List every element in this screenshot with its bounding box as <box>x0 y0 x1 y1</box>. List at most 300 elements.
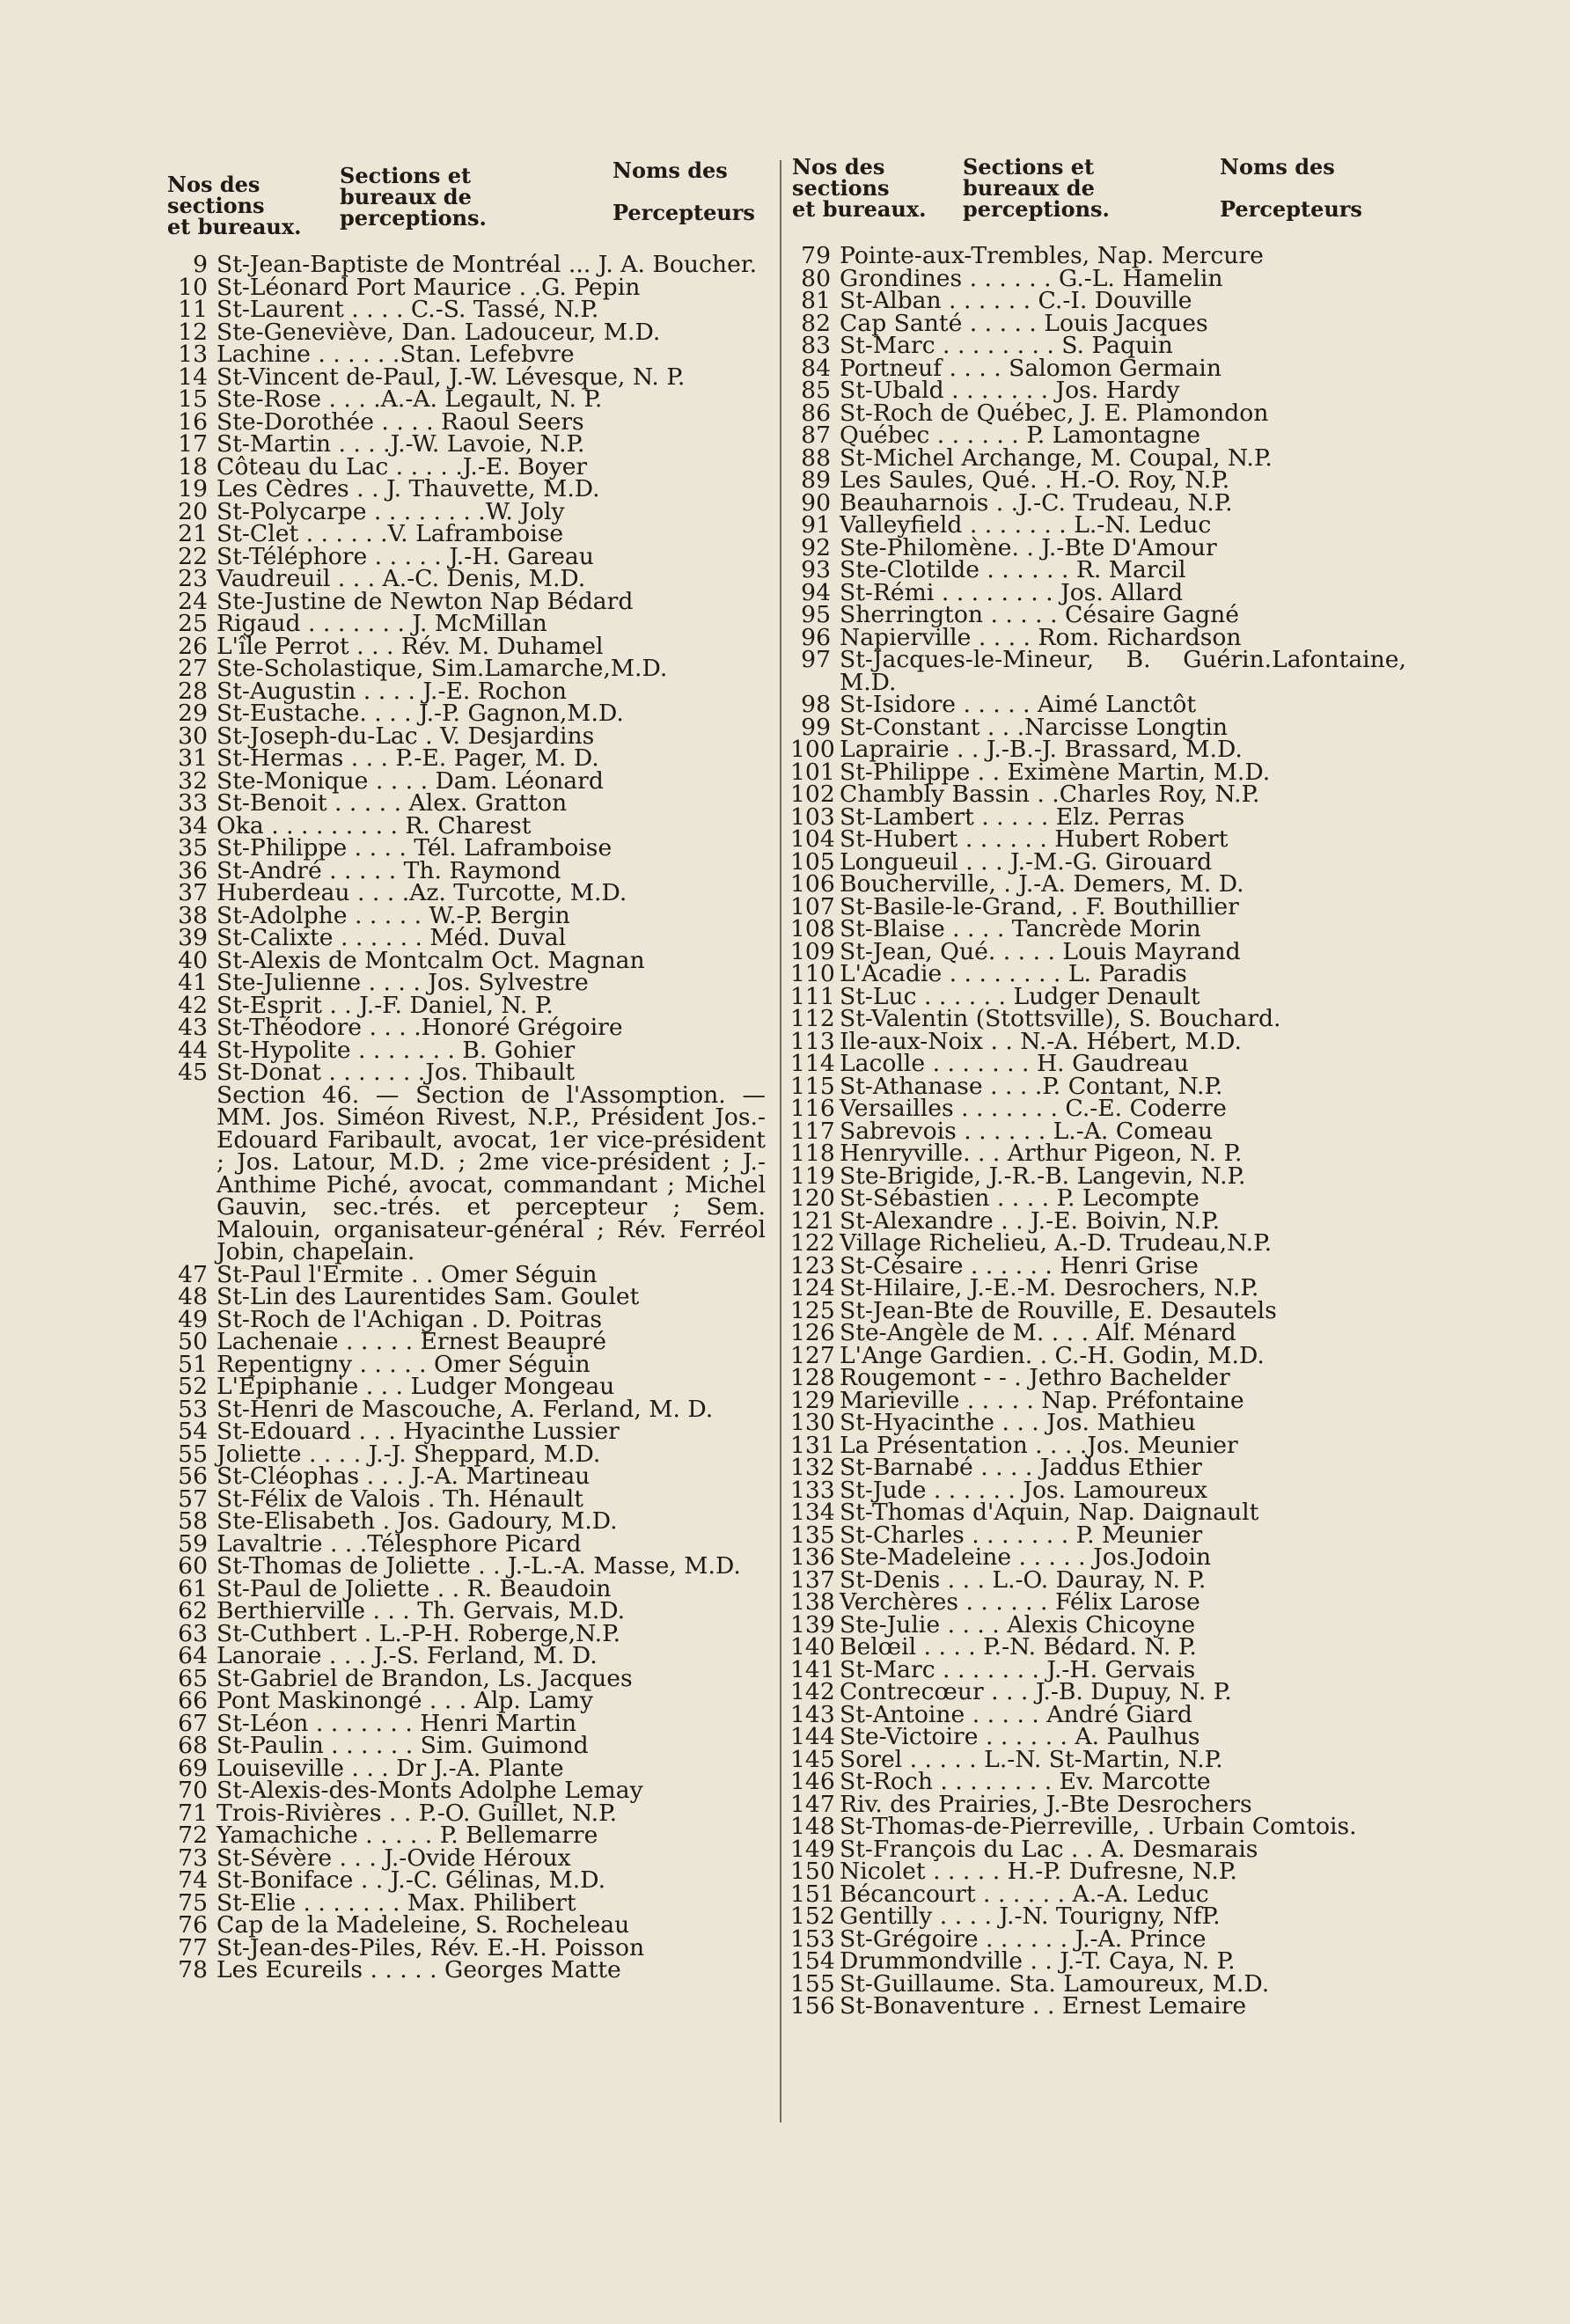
section-entry-text: St-Polycarpe . . . . . . . .W. Joly <box>216 497 565 525</box>
section-number: 110 <box>790 960 835 987</box>
header-sections-bureaux <box>963 154 1110 222</box>
section-entry-text: Contrecœur . . . J.-B. Dupuy, N. P. <box>840 1678 1232 1705</box>
list-item <box>167 1061 766 1084</box>
list-item <box>790 424 1406 447</box>
section-entry-text: St-Henri de Mascouche, A. Ferland, M. D. <box>216 1395 714 1423</box>
section-entry-text: St-Thomas d'Aquin, Nap. Daignault <box>840 1499 1259 1526</box>
list-item <box>790 1142 1406 1165</box>
list-item <box>790 870 1406 898</box>
section-number: 11 <box>178 296 208 323</box>
section-entry-text: Ste-Victoire . . . . . . A. Paulhus <box>840 1723 1200 1750</box>
section-number: 16 <box>178 407 208 436</box>
section-entry-text: Henryville. . . Arthur Pigeon, N. P. <box>840 1140 1243 1167</box>
list-item <box>167 744 766 772</box>
header-line: et bureaux. <box>167 214 302 239</box>
section-entry-text: L'île Perrot . . . Rév. M. Duhamel <box>216 632 604 660</box>
section-entry-text: Trois-Rivières . . P.-O. Guillet, N.P. <box>216 1799 618 1827</box>
section-number: 54 <box>178 1418 208 1445</box>
section-number: 102 <box>790 781 835 808</box>
section-entry-text: St-Elie . . . . . . . Max. Philibert <box>216 1888 576 1917</box>
section-number: 98 <box>801 691 831 718</box>
list-item <box>790 1588 1406 1616</box>
list-item <box>790 334 1406 357</box>
section-entry-text: St-Jean-Baptiste de Montréal ... J. A. Boucher. <box>216 251 758 278</box>
section-entry-text: St-Luc . . . . . . Ludger Denault <box>840 982 1200 1010</box>
section-number: 76 <box>178 1911 208 1939</box>
section-entry-text: St-Benoit . . . . . Alex. Gratton <box>216 789 568 817</box>
section-entry-text: St-Lambert . . . . . Elz. Perras <box>840 803 1185 831</box>
section-46-paragraph: Section 46. — Section de l'Assomption. —MM. Jos. Siméon Rivest, N.P., Président Jos.-Edouard Faribault, avocat, 1er vice-président ; Jos. Latour, M.D. ; 2me vice-président ; J.-Anthime Piché, avocat, commandant ; Michel Gauvin, sec.-trés. et percepteur ; Sem. Malouin, organisateur-général ; Rév. Ferréol Jobin, chapelain. <box>216 1081 766 1265</box>
section-number: 12 <box>178 318 208 346</box>
section-entry-text: Ste-Julienne . . . . Jos. Sylvestre <box>216 969 589 996</box>
section-entry-text: St-Alban . . . . . . C.-I. Douville <box>840 287 1192 314</box>
section-number: 101 <box>790 758 835 786</box>
section-entry-text: St-Thomas-de-Pierreville, . Urbain Comtois. <box>840 1813 1357 1840</box>
section-entry-text: Lachenaie . . . . . Ernest Beaupré <box>216 1328 607 1355</box>
header-line: Sections et <box>340 163 472 188</box>
section-entry-text: Lachine . . . . . .Stan. Lefebvre <box>216 341 575 368</box>
section-entry-text: St-Hermas . . . P.-E. Pager, M. D. <box>216 744 599 772</box>
section-number: 79 <box>801 242 831 269</box>
section-number: 86 <box>801 399 831 427</box>
section-entry-text: St-Hypolite . . . . . . . B. Gohier <box>216 1036 576 1064</box>
section-number: 148 <box>790 1813 835 1840</box>
section-entry-text: Village Richelieu, A.-D. Trudeau,N.P. <box>840 1229 1273 1257</box>
list-item <box>790 511 1406 539</box>
header-line: Percepteurs <box>613 200 755 225</box>
section-entry-text: Riv. des Prairies, J.-Bte Desrochers <box>840 1790 1252 1818</box>
section-number: 138 <box>790 1588 835 1616</box>
section-number: 87 <box>801 422 831 449</box>
section-number: 78 <box>178 1956 208 1983</box>
section-number: 112 <box>790 1005 835 1032</box>
section-entry-text: St-Constant . . .Narcisse Longtin <box>840 713 1228 741</box>
section-entry-text: St-Théodore . . . .Honoré Grégoire <box>216 1014 623 1041</box>
section-entry-text: St-Rémi . . . . . . . . Jos. Allard <box>840 578 1184 606</box>
section-entry-text: St-Joseph-du-Lac . V. Desjardins <box>216 722 595 750</box>
section-entry-text: St-Lin des Laurentides Sam. Goulet <box>216 1283 640 1310</box>
section-number: 109 <box>790 937 835 965</box>
section-number: 129 <box>790 1386 835 1414</box>
section-entry-text: Versailles . . . . . . . C.-E. Coderre <box>840 1095 1227 1122</box>
list-item <box>790 1274 1406 1301</box>
section-number: 139 <box>790 1610 835 1639</box>
list-item <box>167 789 766 817</box>
section-entry-text: Bécancourt . . . . . . A.-A. Leduc <box>840 1880 1209 1908</box>
section-entry-text: Les Cèdres . . J. Thauvette, M.D. <box>216 475 600 502</box>
left-entries <box>167 253 766 1982</box>
section-number: 45 <box>178 1059 208 1086</box>
list-item <box>790 1052 1406 1075</box>
list-item <box>167 565 766 592</box>
list-item <box>167 1956 766 1983</box>
section-number: 126 <box>790 1319 835 1346</box>
section-number: 15 <box>178 385 208 413</box>
section-entry-text: St-Roch de l'Achigan . D. Poitras <box>216 1305 603 1333</box>
section-entry-text: St-Gabriel de Brandon, Ls. Jacques <box>216 1664 633 1692</box>
section-number: 152 <box>790 1902 835 1930</box>
section-number: 34 <box>178 811 208 839</box>
section-number: 116 <box>790 1095 835 1122</box>
section-entry-text: St-Jean-des-Piles, Rév. E.-H. Poisson <box>216 1933 645 1961</box>
section-number: 151 <box>790 1880 835 1908</box>
section-entry-text: St-Téléphore . . . . . J.-H. Gareau <box>216 542 594 570</box>
section-number: 80 <box>801 264 831 292</box>
section-entry-text: St-Jean-Bte de Rouville, E. Desautels <box>840 1296 1277 1324</box>
section-number: 137 <box>790 1565 835 1594</box>
list-item <box>790 287 1406 314</box>
section-entry-text: Repentigny . . . . . Omer Séguin <box>216 1350 591 1378</box>
section-entry-text: Sorel . . . . . L.-N. St-Martin, N.P. <box>840 1745 1223 1773</box>
section-entry-text: St-Philippe . . . . Tél. Laframboise <box>216 834 613 861</box>
section-number: 21 <box>178 520 208 547</box>
section-entry-text: Belœil . . . . P.-N. Bédard. N. P. <box>840 1633 1197 1661</box>
header-percepteurs <box>1220 154 1362 222</box>
section-number: 119 <box>790 1162 835 1190</box>
section-number: 39 <box>178 924 208 951</box>
list-item <box>167 612 766 635</box>
section-entry-text: St-Calixte . . . . . . Méd. Duval <box>216 924 567 951</box>
section-number: 68 <box>178 1732 208 1759</box>
section-entry-text: St-Alexis de Montcalm Oct. Magnan <box>216 946 645 974</box>
list-item <box>790 466 1406 494</box>
section-number: 127 <box>790 1341 835 1369</box>
header-line: Noms des <box>613 158 728 183</box>
section-entry-text: St-Césaire . . . . . . Henri Grise <box>840 1251 1199 1279</box>
header-line: Nos des <box>792 154 885 180</box>
list-item <box>167 1779 766 1802</box>
list-item <box>790 1364 1406 1391</box>
list-item <box>790 738 1406 761</box>
section-number: 27 <box>178 655 208 682</box>
section-number: 117 <box>790 1117 835 1145</box>
section-number: 150 <box>790 1858 835 1885</box>
section-number: 24 <box>178 587 208 615</box>
list-item <box>790 1005 1406 1032</box>
section-entry-text: Rougemont - - . Jethro Bachelder <box>840 1364 1230 1391</box>
list-item <box>790 693 1406 716</box>
section-number: 43 <box>178 1014 208 1041</box>
list-item <box>167 834 766 861</box>
section-entry-text: St-Léonard Port Maurice . .G. Pepin <box>216 273 641 301</box>
section-number: 63 <box>178 1619 208 1647</box>
list-item <box>790 1860 1406 1883</box>
section-entry-text: St-Laurent . . . . C.-S. Tassé, N.P. <box>216 296 599 323</box>
section-number: 144 <box>790 1723 835 1750</box>
section-number: 147 <box>790 1790 835 1818</box>
section-number: 85 <box>801 377 831 404</box>
list-item <box>790 242 1406 269</box>
section-number: 82 <box>801 309 831 337</box>
section-entry-text: Les Saules, Qué. . H.-O. Roy, N.P. <box>840 466 1230 494</box>
right-column-header <box>790 154 1406 245</box>
section-entry-text: Ste-Dorothée . . . . Raoul Seers <box>216 407 584 436</box>
section-entry-text: St-Esprit . . J.-F. Daniel, N. P. <box>216 991 554 1019</box>
section-number: 91 <box>801 511 831 539</box>
section-entry-text: Ste-Clotilde . . . . . . R. Marcil <box>840 556 1186 583</box>
list-item <box>167 879 766 906</box>
section-number: 89 <box>801 466 831 494</box>
section-entry-text: Boucherville, . J.-A. Demers, M. D. <box>840 870 1244 898</box>
section-entry-text: Louiseville . . . Dr J.-A. Plante <box>216 1754 564 1782</box>
list-item <box>790 915 1406 942</box>
section-number: 44 <box>178 1036 208 1064</box>
section-entry-text: Cap Santé . . . . . Louis Jacques <box>840 309 1208 337</box>
section-entry-text: Nicolet . . . . . H.-P. Dufresne, N.P. <box>840 1858 1237 1885</box>
section-entry-text: L'Acadie . . . . . . . . L. Paradis <box>840 960 1187 987</box>
section-entry-text: Ste-Angèle de M. . . . Alf. Ménard <box>840 1319 1236 1346</box>
header-percepteurs <box>613 160 755 224</box>
section-number: 31 <box>178 744 208 772</box>
list-item <box>167 1283 766 1310</box>
list-item <box>790 960 1406 987</box>
list-item <box>167 1420 766 1443</box>
section-number: 58 <box>178 1507 208 1535</box>
section-number: 96 <box>801 623 831 651</box>
section-number: 115 <box>790 1072 835 1100</box>
section-entry-text: St-Denis . . . L.-O. Dauray, N. P. <box>840 1565 1207 1594</box>
section-entry-text: St-Antoine . . . . . André Giard <box>840 1700 1192 1728</box>
section-entry-text: St-Blaise . . . . Tancrède Morin <box>840 915 1201 942</box>
section-entry-text: Chambly Bassin . .Charles Roy, N.P. <box>840 781 1260 808</box>
section-entry-text: Berthierville . . . Th. Gervais, M.D. <box>216 1597 626 1624</box>
section-entry-text: Marieville . . . . . Nap. Préfontaine <box>840 1386 1244 1414</box>
section-number: 70 <box>178 1777 208 1804</box>
section-number: 136 <box>790 1543 835 1571</box>
section-entry-text: St-Félix de Valois . Th. Hénault <box>216 1485 583 1513</box>
section-entry-text: L'Ange Gardien. . C.-H. Godin, M.D. <box>840 1341 1265 1369</box>
section-number: 84 <box>801 354 831 382</box>
section-number: 50 <box>178 1328 208 1355</box>
header-sections-numbers <box>792 154 927 222</box>
section-number: 22 <box>178 542 208 570</box>
list-item <box>167 971 766 994</box>
list-item <box>167 1866 766 1894</box>
section-number: 113 <box>790 1027 835 1055</box>
list-item <box>790 1633 1406 1661</box>
section-number: 38 <box>178 901 208 929</box>
section-entry-text: St-Roch de Québec, J. E. Plamondon <box>840 399 1269 427</box>
section-entry-text: St-Ubald . . . . . . . Jos. Hardy <box>840 377 1180 404</box>
section-number: 9 <box>193 251 208 278</box>
section-entry-text: Vaudreuil . . . A.-C. Denis, M.D. <box>216 565 586 592</box>
section-number: 92 <box>801 533 831 561</box>
section-number: 28 <box>178 677 208 705</box>
section-entry-text: St-Philippe . . Eximène Martin, M.D. <box>840 758 1271 786</box>
section-entry-text: Ste-Scholastique, Sim.Lamarche,M.D. <box>216 655 668 682</box>
section-entry-text: St-Vincent de-Paul, J.-W. Lévesque, N. P. <box>216 363 686 391</box>
section-number: 26 <box>178 632 208 660</box>
list-item <box>790 1947 1406 1975</box>
section-entry-text: St-Paulin . . . . . . Sim. Guimond <box>216 1732 589 1759</box>
section-entry-text: St-Léon . . . . . . . Henri Martin <box>216 1709 577 1737</box>
header-line: perceptions. <box>340 205 487 231</box>
section-entry-text: Ile-aux-Noix . . N.-A. Hébert, M.D. <box>840 1027 1242 1055</box>
section-number: 143 <box>790 1700 835 1728</box>
list-item <box>167 520 766 547</box>
section-number: 13 <box>178 341 208 368</box>
section-entry-text: Pont Maskinongé . . . Alp. Lamy <box>216 1687 594 1714</box>
section-number: 61 <box>178 1574 208 1602</box>
section-entry-text: Sabrevois . . . . . . L.-A. Comeau <box>840 1117 1214 1145</box>
list-item <box>167 343 766 366</box>
header-line: sections <box>167 193 265 218</box>
list-item <box>790 1501 1406 1524</box>
section-entry-text: St-Donat . . . . . . .Jos. Thibault <box>216 1059 576 1086</box>
section-entry-text: Yamachiche . . . . . P. Bellemarre <box>216 1822 598 1849</box>
list-item <box>790 1543 1406 1571</box>
list-item <box>790 783 1406 806</box>
list-item <box>790 1815 1406 1838</box>
section-number: 118 <box>790 1140 835 1167</box>
section-entry-text: St-Paul de Joliette . . R. Beaudoin <box>216 1574 612 1602</box>
list-item <box>167 298 766 321</box>
section-number: 106 <box>790 870 835 898</box>
section-entry-text: Ste-Monique . . . . Dam. Léonard <box>216 766 604 795</box>
section-entry-text: Longueuil . . . J.-M.-G. Girouard <box>840 847 1213 876</box>
section-number: 32 <box>178 766 208 795</box>
section-number: 47 <box>178 1260 208 1288</box>
section-number: 71 <box>178 1799 208 1827</box>
section-entry-text: Oka . . . . . . . . . R. Charest <box>216 811 532 839</box>
section-number: 94 <box>801 578 831 606</box>
section-number: 93 <box>801 556 831 583</box>
section-number: 135 <box>790 1521 835 1549</box>
header-line: Nos des <box>167 172 260 197</box>
section-entry-text: Laprairie . . J.-B.-J. Brassard, M.D. <box>840 736 1243 763</box>
section-number: 88 <box>801 444 831 472</box>
section-number: 33 <box>178 789 208 817</box>
list-item <box>167 1552 766 1580</box>
section-number: 75 <box>178 1888 208 1917</box>
section-entry-text: St-Roch . . . . . . . . Ev. Marcotte <box>840 1768 1211 1795</box>
section-number: 10 <box>178 273 208 301</box>
section-entry-text: Cap de la Madeleine, S. Rocheleau <box>216 1911 630 1939</box>
section-number: 72 <box>178 1822 208 1849</box>
list-item <box>167 657 766 680</box>
list-item <box>790 1770 1406 1793</box>
section-number: 97 <box>801 646 831 673</box>
list-item <box>167 475 766 502</box>
section-number: 114 <box>790 1050 835 1077</box>
section-entry-text: Ste-Geneviève, Dan. Ladouceur, M.D. <box>216 318 661 346</box>
section-entry-text: St-Thomas de Joliette . . J.-L.-A. Masse, M.D. <box>216 1552 741 1580</box>
section-number: 103 <box>790 803 835 831</box>
left-entries-list-b <box>167 1260 766 1983</box>
section-entry-text: St-Charles . . . . . . . P. Meunier <box>840 1521 1203 1549</box>
header-line: Sections et <box>963 154 1095 180</box>
section-number: 83 <box>801 332 831 359</box>
section-entry-text: St-Jean, Qué. . . . . Louis Mayrand <box>840 937 1241 965</box>
section-entry-text: St-Edouard . . . Hyacinthe Lussier <box>216 1418 620 1445</box>
section-number: 122 <box>790 1229 835 1257</box>
section-entry-text: St-Basile-le-Grand, . F. Bouthillier <box>840 892 1239 920</box>
section-entry-text: Beauharnois . .J.-C. Trudeau, N.P. <box>840 488 1233 517</box>
section-number: 134 <box>790 1499 835 1526</box>
section-number: 133 <box>790 1476 835 1504</box>
section-number: 23 <box>178 565 208 592</box>
section-entry-text: St-François du Lac . . A. Desmarais <box>840 1835 1258 1863</box>
section-number: 60 <box>178 1552 208 1580</box>
right-entries-list <box>790 242 1414 2020</box>
section-number: 104 <box>790 825 835 853</box>
section-entry-text: St-Alexis-des-Monts Adolphe Lemay <box>216 1777 643 1804</box>
section-number: 130 <box>790 1409 835 1436</box>
section-number: 128 <box>790 1364 835 1391</box>
list-item <box>790 556 1406 583</box>
section-number: 140 <box>790 1633 835 1661</box>
section-entry-text: Les Ecureils . . . . . Georges Matte <box>216 1956 621 1983</box>
section-number: 42 <box>178 991 208 1019</box>
section-number: 35 <box>178 834 208 861</box>
list-item <box>167 1328 766 1355</box>
section-number: 145 <box>790 1745 835 1773</box>
section-entry-text: Rigaud . . . . . . . J. McMillan <box>216 610 547 637</box>
list-item <box>167 1597 766 1624</box>
section-number: 65 <box>178 1664 208 1692</box>
section-entry-text: St-Sébastien . . . . P. Lecompte <box>840 1184 1200 1212</box>
section-number: 53 <box>178 1395 208 1423</box>
header-line: bureaux de <box>963 175 1095 201</box>
list-item <box>167 1642 766 1669</box>
section-entry-text: St-Cuthbert . L.-P-H. Roberge,N.P. <box>216 1619 621 1647</box>
section-number: 155 <box>790 1969 835 1998</box>
header-line: Noms des <box>1220 154 1335 180</box>
section-entry-text: Ste-Rose . . . .A.-A. Legault, N. P. <box>216 385 603 413</box>
section-entry-text: Ste-Brigide, J.-R.-B. Langevin, N.P. <box>840 1162 1246 1190</box>
section-entry-text: St-Marc . . . . . . . . S. Paquin <box>840 332 1173 359</box>
list-item <box>167 1911 766 1939</box>
section-entry-text: St-Alexandre . . J.-E. Boivin, N.P. <box>840 1206 1221 1235</box>
list-item <box>167 702 766 725</box>
section-number: 100 <box>790 736 835 763</box>
list-item <box>167 924 766 951</box>
header-line: bureaux de <box>340 184 472 209</box>
section-number: 142 <box>790 1678 835 1705</box>
section-number: 156 <box>790 1992 835 2020</box>
section-number: 81 <box>801 287 831 314</box>
section-entry-text: Gentilly . . . . J.-N. Tourigny, NfP. <box>840 1902 1221 1930</box>
section-number: 141 <box>790 1655 835 1683</box>
section-entry-text: St-Hilaire, J.-E.-M. Desrochers, N.P. <box>840 1274 1259 1301</box>
list-item <box>167 1375 766 1398</box>
section-entry-text: Valleyfield . . . . . . . L.-N. Leduc <box>840 511 1212 539</box>
list-item <box>167 430 766 458</box>
section-entry-text: St-Marc . . . . . . . J.-H. Gervais <box>840 1655 1196 1683</box>
list-item <box>167 385 766 413</box>
column-divider <box>780 160 781 2122</box>
section-number: 55 <box>178 1440 208 1468</box>
section-number: 66 <box>178 1687 208 1714</box>
section-number: 41 <box>178 969 208 996</box>
section-number: 59 <box>178 1529 208 1558</box>
list-item <box>790 825 1406 853</box>
section-entry-text: Napierville . . . . Rom. Richardson <box>840 623 1242 651</box>
list-item <box>167 1016 766 1039</box>
section-entry-text: Ste-Madeleine . . . . . Jos.Jodoin <box>840 1543 1212 1571</box>
section-entry-text: St-André . . . . . Th. Raymond <box>216 856 561 884</box>
section-entry-text: St-Cléophas . . . J.-A. Martineau <box>216 1463 591 1490</box>
list-item <box>790 601 1406 628</box>
header-sections-numbers <box>167 174 302 238</box>
section-number: 131 <box>790 1431 835 1459</box>
section-entry-text: Portneuf . . . . Salomon Germain <box>840 354 1222 382</box>
section-number: 40 <box>178 946 208 974</box>
list-item <box>167 253 766 276</box>
list-item <box>167 1824 766 1847</box>
section-number: 49 <box>178 1305 208 1333</box>
section-entry-text: Grondines . . . . . . G.-L. Hamelin <box>840 264 1223 292</box>
